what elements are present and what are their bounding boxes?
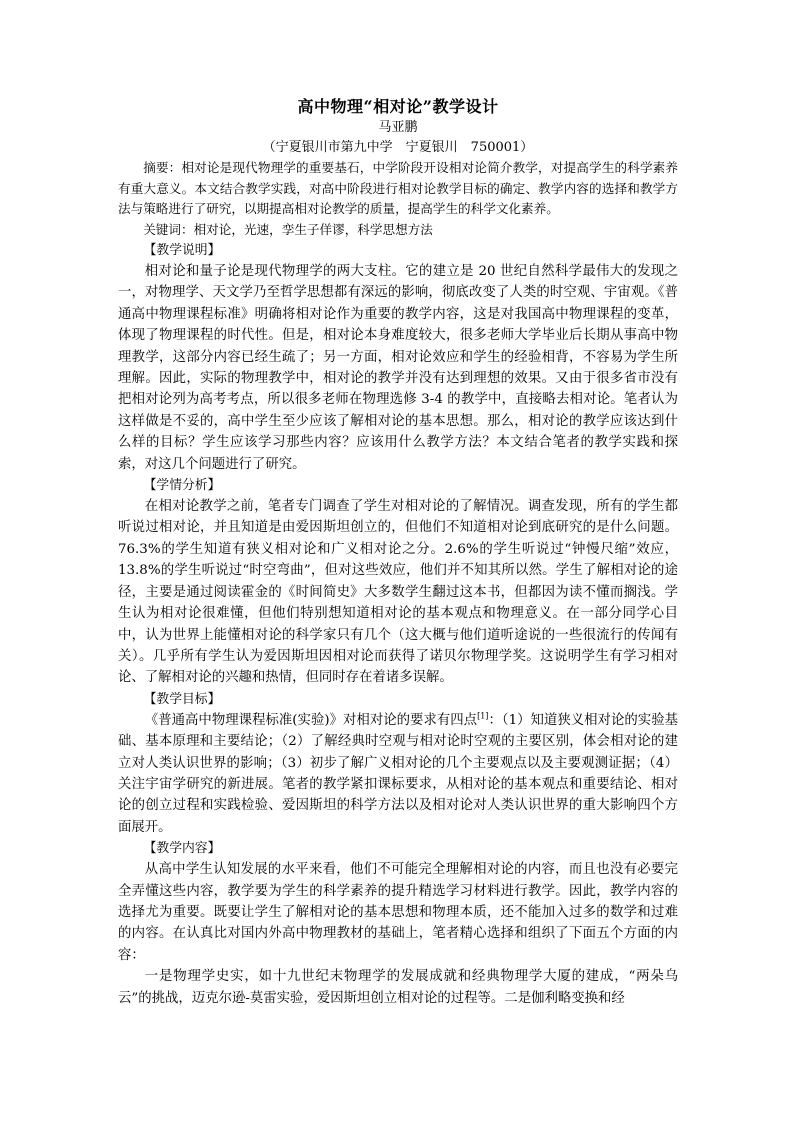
abstract [118,158,678,220]
section-heading-teaching-goals: 【教学目标】 [143,691,221,707]
abstract-text: 相对论是现代物理学的重要基石，中学阶段开设相对论简介教学，对提高学生的科学素养有重大意义。本文结合教学实践，对高中阶段进行相对论教学目标的确定、教学内容的选择和教学方法与策略进行了研究，以期提高相对论教学的质量，提高学生的科学文化素养。 [118,160,679,216]
paragraph-text: ：（1）知道狭义相对论的实验基础、基本原理和主要结论；（2）了解经典时空观与相对论时空观的主要区别，体会相对论的建立对人类认识世界的影响；（3）初步了解广义相对论的几个主要观点以及主要观测证据；（4）关注宇宙学研究的新进展。笔者的教学紧扣课标要求，从相对论的基本观点和重要结论、相对论的创立过程和实践检验、爱因斯坦的科学方法以及相对论对人类认识世界的重大影响四个方面展开。 [118,712,678,835]
author-name: 马亚鹏 [378,120,418,135]
section-heading-teaching-content: 【教学内容】 [143,841,221,857]
paragraph: 从高中学生认知发展的水平来看，他们不可能完全理解相对论的内容，而且也没有必要完全弄懂这些内容，教学要为学生的科学素养的提升精选学习材料进行教学。因此，教学内容的选择尤为重要。既要让学生了解相对论的基本思想和物理本质，还不能加入过多的数学和过难的内容。在认真比对国内外高中物理教材的基础上，笔者精心选择和组织了下面五个方面的内容： [118,862,678,963]
section-heading-teaching-notes: 【教学说明】 [143,243,221,258]
author-affiliation: （宁夏银川市第九中学 宁夏银川 750001） [262,140,534,155]
keywords [118,220,678,241]
paragraph: 相对论和量子论是现代物理学的两大支柱。它的建立是 20 世纪自然科学最伟大的发现之一，对物理学、天文学乃至哲学思想都有深远的影响，彻底改变了人类的时空观、宇宙观。《普通高中物理课程标准》明确将相对论作为重要的教学内容，这是对我国高中物理课程的变革，体现了物理课程的时代性。但是，相对论本身难度较大，很多老师大学毕业后长期从事高中物理教学，这部分内容已经生疏了；另一方面，相对论效应和学生的经验相背，不容易为学生所理解。因此，实际的物理教学中，相对论的教学并没有达到理想的效果。又由于很多省市没有把相对论列为高考考点，所以很多老师在物理选修 3-4 的教学中，直接略去相对论。笔者认为这样做是不妥的，高中学生至少应该了解相对论的基本思想。那么，相对论的教学应该达到什么样的目标？学生应该学习那些内容？应该用什么教学方法？本文结合笔者的教学实践和探索，对这几个问题进行了研究。 [118,264,678,472]
abstract-label: 摘要： [143,160,182,175]
section-heading-student-analysis: 【学情分析】 [143,478,221,494]
keywords-label: 关键词： [143,221,194,237]
paper-title: 高中物理“相对论”教学设计 [297,97,499,116]
paper-body [118,96,678,1009]
citation-reference: [1] [477,711,489,721]
paragraph: 一是物理学史实，如十九世纪末物理学的发展成就和经典物理学大厦的建成，“两朵乌云”的挑战，迈克尔逊-莫雷实验，爱因斯坦创立相对论的过程等。二是伽利略变换和经 [118,969,678,1006]
keywords-text: 相对论，光速，孪生子佯谬，科学思想方法 [193,221,433,237]
paragraph [118,710,678,838]
paragraph-text: 《普通高中物理课程标准(实验)》对相对论的要求有四点 [144,712,478,728]
paragraph: 在相对论教学之前，笔者专门调查了学生对相对论的了解情况。调查发现，所有的学生都听说过相对论，并且知道是由爱因斯坦创立的，但他们不知道相对论到底研究的是什么问题。76.3%的学生知道有狭义相对论和广义相对论之分。2.6%的学生听说过“钟慢尺缩”效应，13.8%的学生听说过“时空弯曲”，但对这些效应，他们并不知其所以然。学生了解相对论的途径，主要是通过阅读霍金的《时间简史》大多数学生翻过这本书，但都因为读不懂而搁浅。学生认为相对论很难懂，但他们特别想知道相对论的基本观点和物理意义。在一部分同学心目中，认为世界上能懂相对论的科学家只有几个（这大概与他们道听途说的一些很流行的传闻有关）。几乎所有学生认为爱因斯坦因相对论而获得了诺贝尔物理学奖。这说明学生有学习相对论、了解相对论的兴趣和热情，但同时存在着诸多误解。 [118,499,678,686]
